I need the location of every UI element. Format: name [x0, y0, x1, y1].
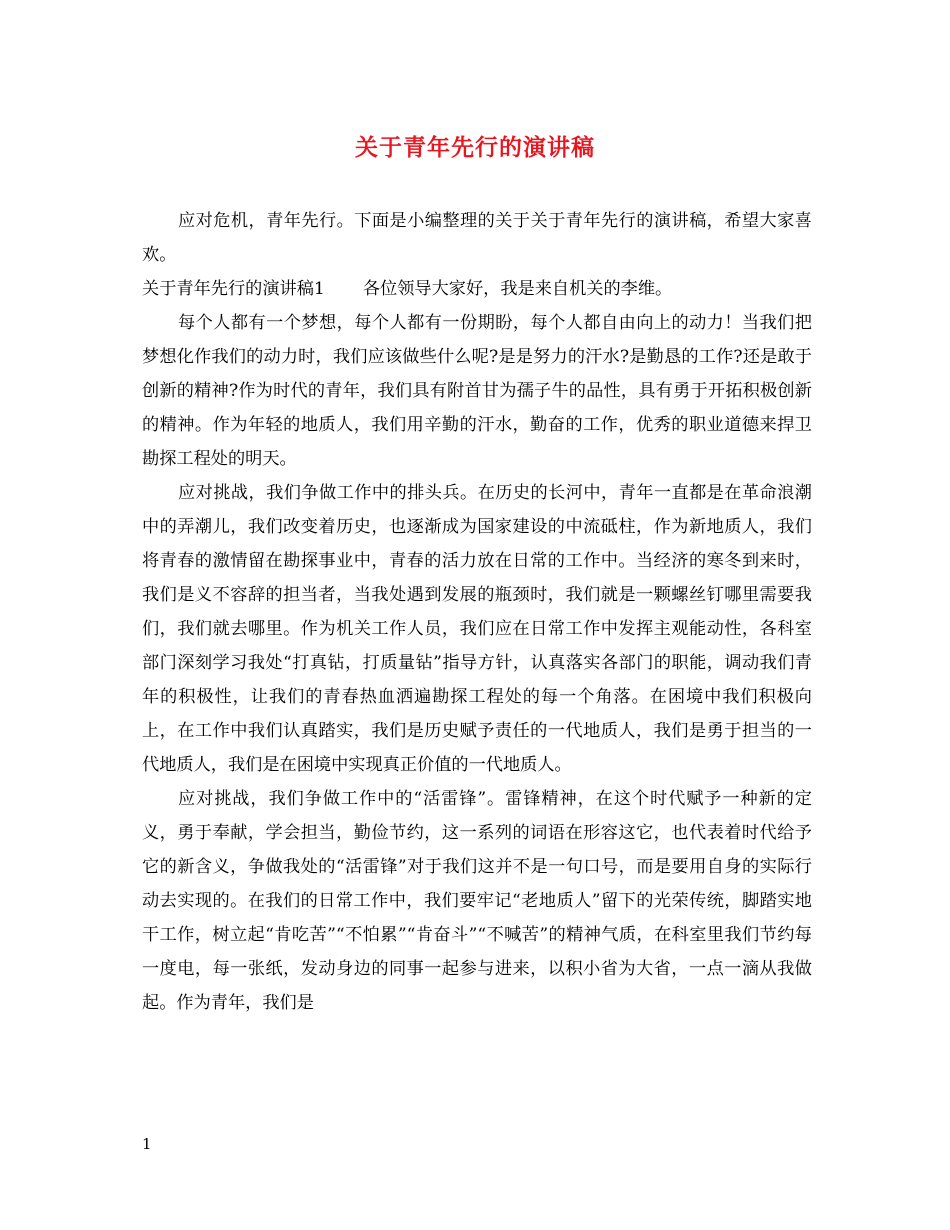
body-paragraph-3: 应对挑战，我们争做工作中的“活雷锋”。雷锋精神，在这个时代赋予一种新的定义，勇于奉献，学会担当，勤俭节约，这一系列的词语在形容这它，也代表着时代给予它的新含义，争做我处的“活雷锋”对于我们这并不是一句口号，而是要用自身的实际行动去实现的。在我们的日常工作中，我们要牢记“老地质人”留下的光荣传统，脚踏实地干工作，树立起“肯吃苦”“不怕累”“肯奋斗”“不喊苦”的精神气质，在科室里我们节约每一度电，每一张纸，发动身边的同事一起参与进来，以积小省为大省，一点一滴从我做起。作为青年，我们是: [142, 789, 812, 1013]
document-body: [142, 204, 812, 1020]
section-heading: 关于青年先行的演讲稿1: [142, 279, 325, 299]
intro-paragraph: 应对危机，青年先行。下面是小编整理的关于关于青年先行的演讲稿，希望大家喜欢。: [142, 211, 812, 265]
document-title: 关于青年先行的演讲稿: [355, 134, 595, 161]
body-paragraph-1: 每个人都有一个梦想，每个人都有一份期盼，每个人都自由向上的动力！当我们把梦想化作我们的动力时，我们应该做些什么呢?是是努力的汗水?是勤恳的工作?还是敢于创新的精神?作为时代的青年，我们具有附首甘为孺子牛的品性，具有勇于开拓积极创新的精神。作为年轻的地质人，我们用辛勤的汗水，勤奋的工作，优秀的职业道德来捍卫勘探工程处的明天。: [142, 313, 812, 469]
section-opening: 各位领导大家好，我是来自机关的李维。: [362, 279, 673, 299]
section-heading-line: [142, 272, 812, 306]
page-number: 1: [142, 1135, 152, 1153]
body-paragraph-2: 应对挑战，我们争做工作中的排头兵。在历史的长河中，青年一直都是在革命浪潮中的弄潮儿，我们改变着历史，也逐渐成为国家建设的中流砥柱，作为新地质人，我们将青春的激情留在勘探事业中，青春的活力放在日常的工作中。当经济的寒冬到来时，我们是义不容辞的担当者，当我处遇到发展的瓶颈时，我们就是一颗螺丝钉哪里需要我们，我们就去哪里。作为机关工作人员，我们应在日常工作中发挥主观能动性，各科室部门深刻学习我处“打真钻，打质量钻”指导方针，认真落实各部门的职能，调动我们青年的积极性，让我们的青春热血洒遍勘探工程处的每一个角落。在困境中我们积极向上，在工作中我们认真踏实，我们是历史赋予责任的一代地质人，我们是勇于担当的一代地质人，我们是在困境中实现真正价值的一代地质人。: [142, 483, 812, 775]
